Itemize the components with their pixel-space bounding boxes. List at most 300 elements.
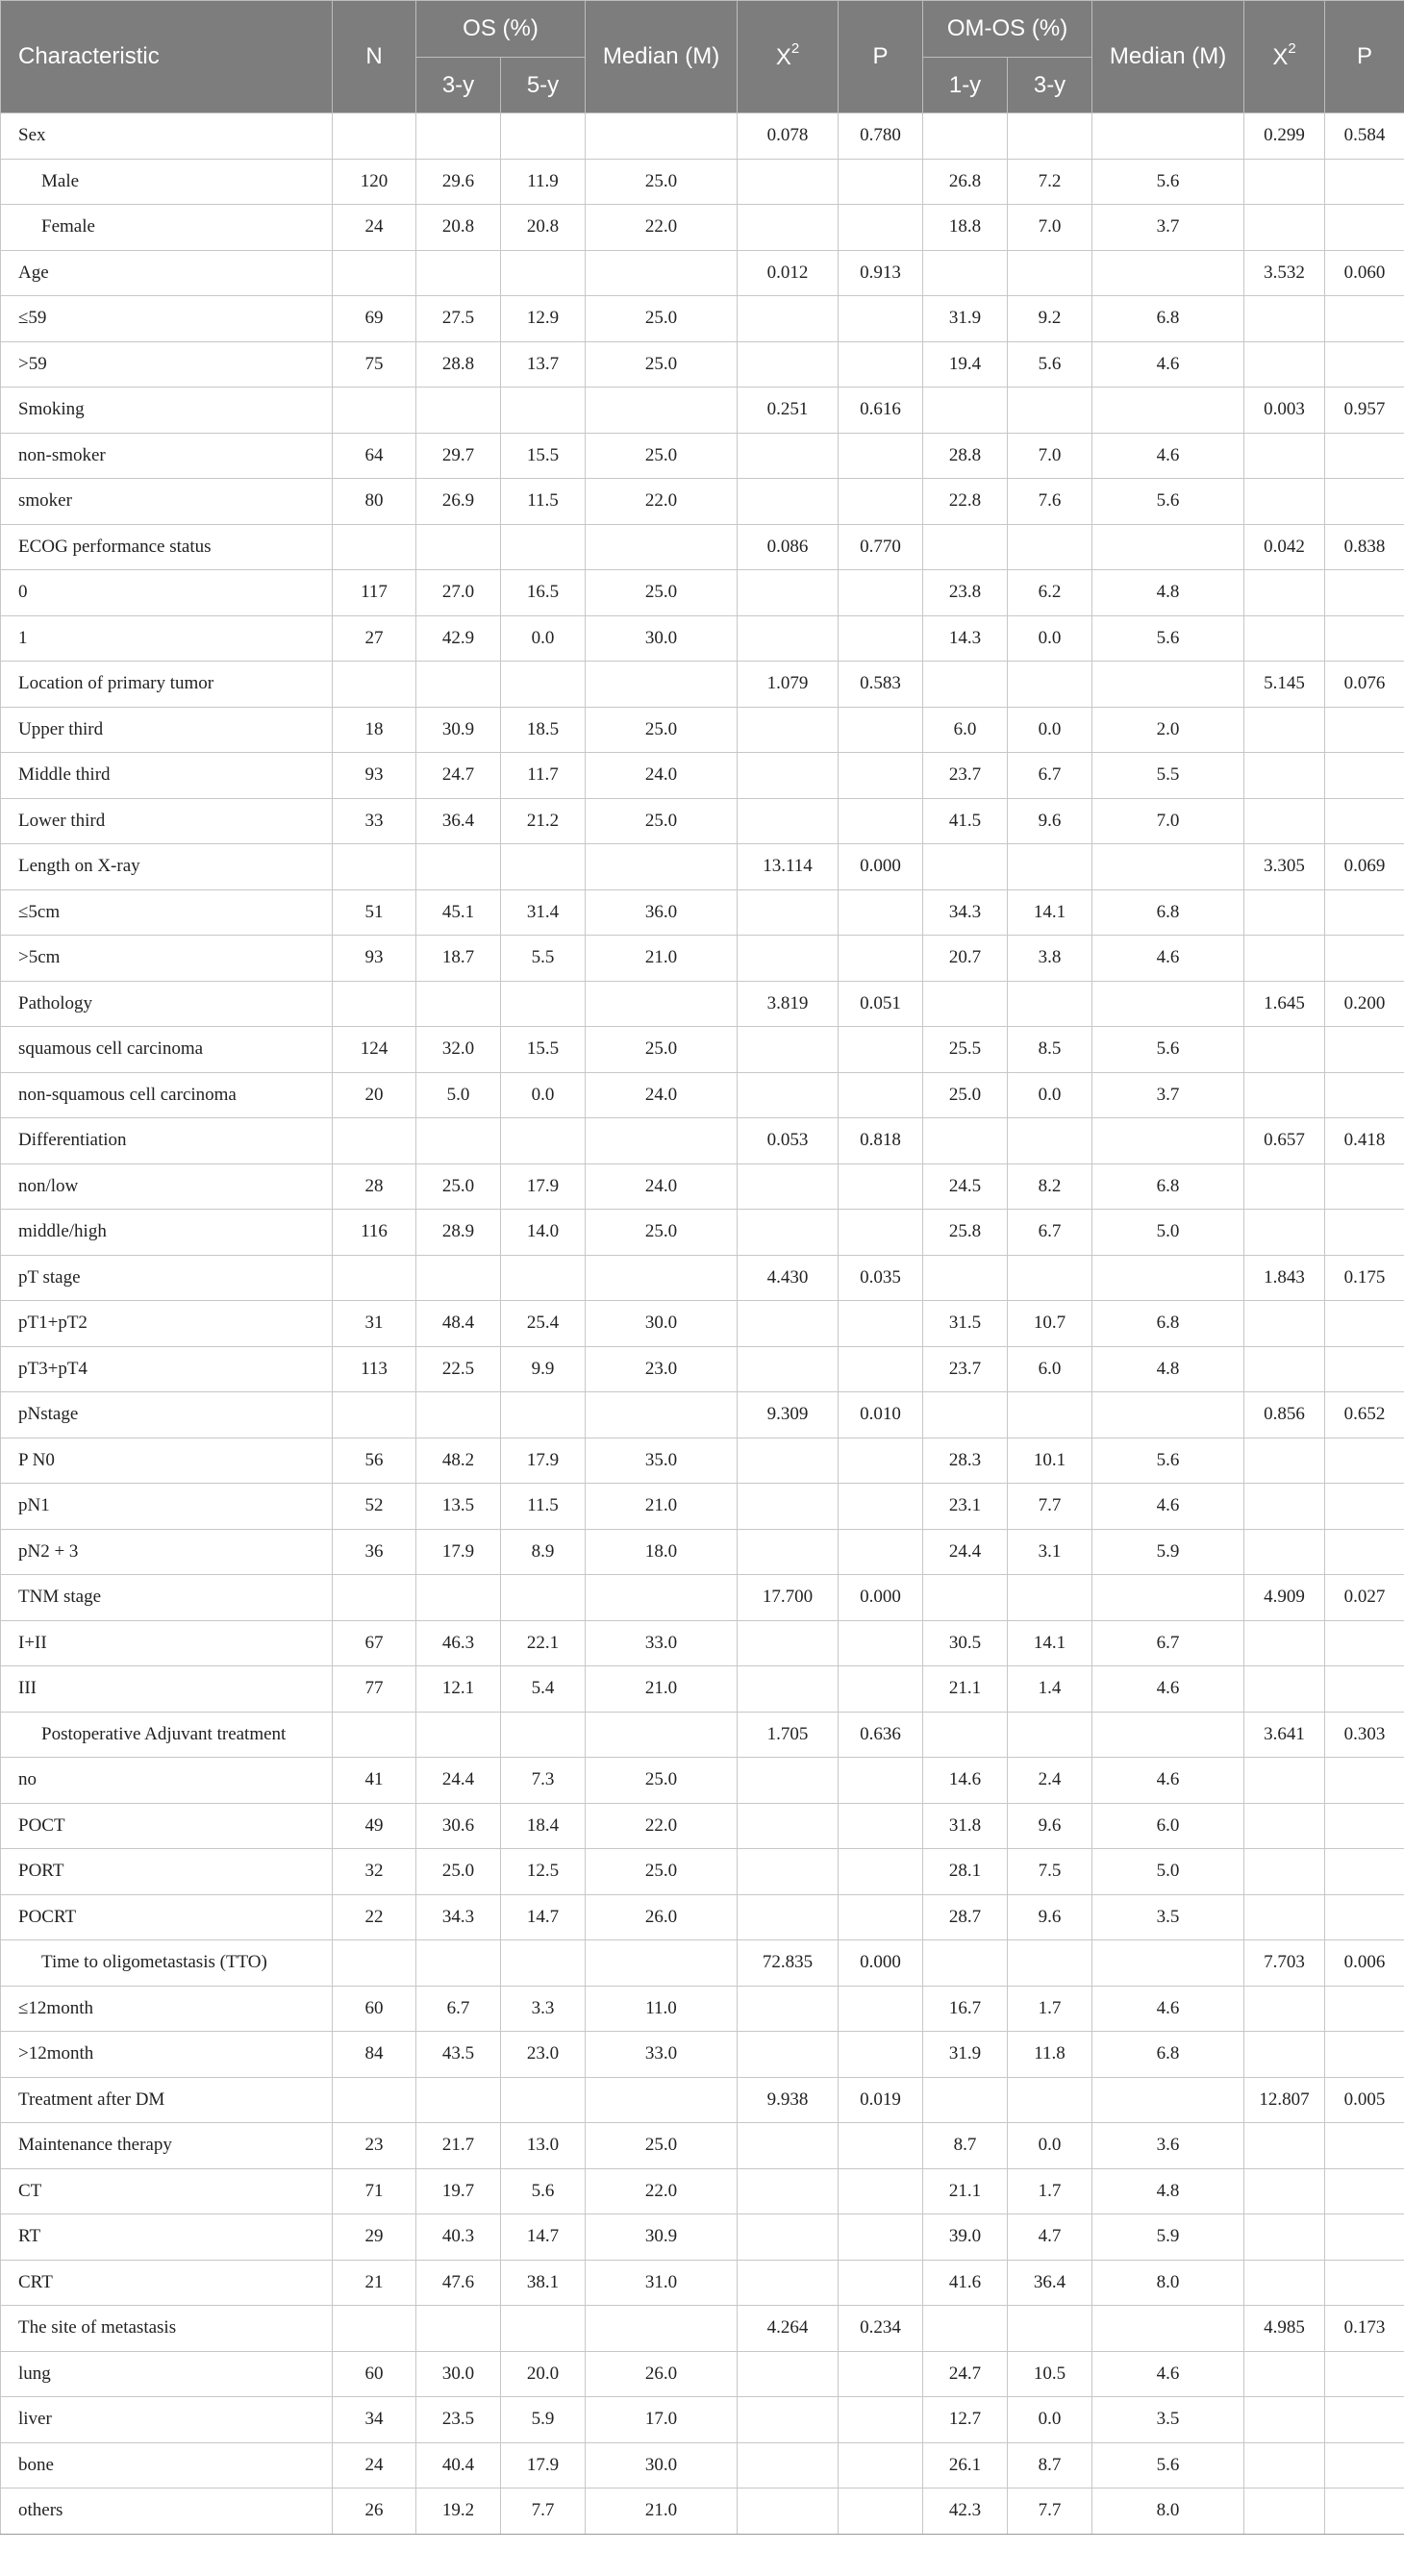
cell-omos-3y: 10.7: [1008, 1301, 1092, 1347]
table-header: [1, 1, 1404, 113]
cell-x2: [738, 2397, 839, 2443]
cell-x2: [738, 205, 839, 251]
cell-p: [839, 159, 923, 205]
cell-omos-p: [1325, 1301, 1404, 1347]
cell-x2: 13.114: [738, 844, 839, 890]
cell-p: [839, 2397, 923, 2443]
table-row: [1, 2306, 1404, 2352]
cell-os-5y: 11.5: [501, 479, 586, 525]
cell-omos-median: [1092, 1118, 1244, 1164]
cell-omos-1y: [923, 981, 1008, 1027]
cell-x2: [738, 753, 839, 799]
cell-os-5y: 7.3: [501, 1758, 586, 1804]
cell-label: Treatment after DM: [1, 2077, 333, 2123]
table-row: [1, 433, 1404, 479]
cell-os-3y: 40.4: [416, 2442, 501, 2488]
cell-p: [839, 1438, 923, 1484]
table-row: [1, 1484, 1404, 1530]
cell-omos-median: 3.7: [1092, 1072, 1244, 1118]
cell-omos-median: [1092, 1255, 1244, 1301]
cell-median: 26.0: [586, 2351, 738, 2397]
cell-omos-1y: [923, 2077, 1008, 2123]
cell-omos-p: [1325, 2123, 1404, 2169]
table-body: [1, 113, 1404, 2535]
cell-x2: 72.835: [738, 1940, 839, 1987]
cell-omos-p: [1325, 1529, 1404, 1575]
cell-omos-median: 4.6: [1092, 2351, 1244, 2397]
cell-omos-x2: [1244, 1849, 1325, 1895]
cell-median: 25.0: [586, 341, 738, 388]
cell-n: 24: [333, 2442, 416, 2488]
cell-omos-p: 0.006: [1325, 1940, 1404, 1987]
cell-n: [333, 524, 416, 570]
cell-omos-p: 0.076: [1325, 662, 1404, 708]
cell-omos-median: [1092, 113, 1244, 160]
cell-n: 93: [333, 753, 416, 799]
table-row: [1, 1163, 1404, 1210]
cell-os-5y: [501, 1575, 586, 1621]
cell-p: 0.000: [839, 1940, 923, 1987]
cell-n: 24: [333, 205, 416, 251]
cell-omos-x2: [1244, 798, 1325, 844]
cell-median: 22.0: [586, 1803, 738, 1849]
cell-omos-p: [1325, 1163, 1404, 1210]
cell-label: POCRT: [1, 1894, 333, 1940]
cell-omos-x2: 4.985: [1244, 2306, 1325, 2352]
cell-omos-median: 5.6: [1092, 1438, 1244, 1484]
cell-omos-x2: 0.856: [1244, 1392, 1325, 1438]
cell-p: [839, 1210, 923, 1256]
cell-os-5y: [501, 1712, 586, 1758]
table-row: [1, 1255, 1404, 1301]
cell-os-3y: 29.7: [416, 433, 501, 479]
cell-x2: 0.078: [738, 113, 839, 160]
cell-os-5y: 7.7: [501, 2488, 586, 2535]
cell-omos-3y: 14.1: [1008, 889, 1092, 936]
cell-omos-1y: 31.9: [923, 2032, 1008, 2078]
cell-label: non-smoker: [1, 433, 333, 479]
cell-os-5y: 16.5: [501, 570, 586, 616]
cell-x2: 9.309: [738, 1392, 839, 1438]
cell-median: 26.0: [586, 1894, 738, 1940]
cell-x2: [738, 2260, 839, 2306]
cell-label: ≤12month: [1, 1986, 333, 2032]
table-row: [1, 798, 1404, 844]
table-row: [1, 159, 1404, 205]
cell-os-3y: 30.0: [416, 2351, 501, 2397]
cell-x2: 17.700: [738, 1575, 839, 1621]
cell-omos-3y: 7.0: [1008, 205, 1092, 251]
cell-x2: [738, 1803, 839, 1849]
cell-omos-1y: [923, 662, 1008, 708]
cell-omos-p: 0.200: [1325, 981, 1404, 1027]
cell-label: pT3+pT4: [1, 1346, 333, 1392]
cell-label: The site of metastasis: [1, 2306, 333, 2352]
cell-omos-1y: 31.5: [923, 1301, 1008, 1347]
cell-n: [333, 981, 416, 1027]
cell-omos-1y: 24.4: [923, 1529, 1008, 1575]
cell-p: [839, 296, 923, 342]
cell-omos-1y: 41.6: [923, 2260, 1008, 2306]
cell-x2: 1.079: [738, 662, 839, 708]
cell-os-5y: 5.6: [501, 2168, 586, 2214]
cell-os-3y: 13.5: [416, 1484, 501, 1530]
cell-omos-p: 0.652: [1325, 1392, 1404, 1438]
cell-x2: [738, 707, 839, 753]
cell-p: [839, 798, 923, 844]
cell-omos-3y: [1008, 2306, 1092, 2352]
cell-p: 0.051: [839, 981, 923, 1027]
table-row: [1, 479, 1404, 525]
table-row: [1, 707, 1404, 753]
cell-median: 22.0: [586, 2168, 738, 2214]
cell-omos-median: [1092, 981, 1244, 1027]
cell-omos-1y: 31.8: [923, 1803, 1008, 1849]
cell-label: Time to oligometastasis (TTO): [1, 1940, 333, 1987]
cell-median: 24.0: [586, 1163, 738, 1210]
cell-os-3y: 27.5: [416, 296, 501, 342]
cell-os-3y: 42.9: [416, 615, 501, 662]
cell-omos-1y: 18.8: [923, 205, 1008, 251]
cell-omos-median: 4.6: [1092, 1484, 1244, 1530]
cell-os-3y: 45.1: [416, 889, 501, 936]
cell-omos-median: 2.0: [1092, 707, 1244, 753]
cell-omos-3y: 3.8: [1008, 936, 1092, 982]
cell-os-5y: 11.7: [501, 753, 586, 799]
header-p: P: [839, 1, 923, 113]
cell-omos-median: 6.8: [1092, 1163, 1244, 1210]
cell-omos-1y: 6.0: [923, 707, 1008, 753]
cell-label: >5cm: [1, 936, 333, 982]
cell-omos-x2: [1244, 1301, 1325, 1347]
cell-os-3y: 28.8: [416, 341, 501, 388]
cell-omos-p: [1325, 1894, 1404, 1940]
cell-omos-x2: [1244, 1484, 1325, 1530]
cell-omos-p: [1325, 1849, 1404, 1895]
cell-omos-3y: [1008, 2077, 1092, 2123]
cell-n: 120: [333, 159, 416, 205]
cell-omos-p: [1325, 1986, 1404, 2032]
cell-n: 60: [333, 2351, 416, 2397]
table-row: [1, 2032, 1404, 2078]
cell-omos-1y: 20.7: [923, 936, 1008, 982]
cell-os-3y: [416, 250, 501, 296]
cell-label: Pathology: [1, 981, 333, 1027]
table-row: [1, 1392, 1404, 1438]
cell-median: 33.0: [586, 2032, 738, 2078]
cell-omos-3y: 6.2: [1008, 570, 1092, 616]
cell-p: [839, 2351, 923, 2397]
cell-omos-p: [1325, 433, 1404, 479]
cell-omos-p: 0.027: [1325, 1575, 1404, 1621]
cell-os-3y: 30.9: [416, 707, 501, 753]
header-omos-p: P: [1325, 1, 1404, 113]
cell-x2: [738, 2123, 839, 2169]
cell-omos-p: [1325, 1438, 1404, 1484]
cell-omos-p: [1325, 2442, 1404, 2488]
cell-omos-x2: [1244, 2488, 1325, 2535]
cell-x2: [738, 1438, 839, 1484]
cell-n: 32: [333, 1849, 416, 1895]
cell-os-5y: 5.4: [501, 1666, 586, 1713]
cell-n: 18: [333, 707, 416, 753]
table-row: [1, 1620, 1404, 1666]
cell-omos-p: 0.838: [1325, 524, 1404, 570]
cell-omos-3y: 3.1: [1008, 1529, 1092, 1575]
header-omos-x2-sup: 2: [1288, 39, 1296, 57]
cell-n: 84: [333, 2032, 416, 2078]
cell-label: lung: [1, 2351, 333, 2397]
cell-omos-median: [1092, 1712, 1244, 1758]
cell-x2: 0.251: [738, 388, 839, 434]
cell-omos-3y: [1008, 844, 1092, 890]
cell-x2: [738, 615, 839, 662]
cell-omos-x2: [1244, 2123, 1325, 2169]
cell-os-3y: [416, 981, 501, 1027]
cell-x2: 4.430: [738, 1255, 839, 1301]
cell-label: P N0: [1, 1438, 333, 1484]
cell-omos-x2: [1244, 1163, 1325, 1210]
cell-os-5y: 38.1: [501, 2260, 586, 2306]
cell-os-3y: 48.2: [416, 1438, 501, 1484]
cell-label: POCT: [1, 1803, 333, 1849]
cell-label: pNstage: [1, 1392, 333, 1438]
cell-label: pN2 + 3: [1, 1529, 333, 1575]
cell-os-3y: [416, 2077, 501, 2123]
cell-omos-x2: 7.703: [1244, 1940, 1325, 1987]
cell-os-3y: [416, 524, 501, 570]
cell-p: 0.770: [839, 524, 923, 570]
cell-omos-median: 7.0: [1092, 798, 1244, 844]
cell-p: 0.583: [839, 662, 923, 708]
cell-omos-1y: 31.9: [923, 296, 1008, 342]
cell-omos-x2: 0.003: [1244, 388, 1325, 434]
cell-omos-median: [1092, 844, 1244, 890]
table-row: [1, 1346, 1404, 1392]
table-row: [1, 2214, 1404, 2261]
cell-label: 1: [1, 615, 333, 662]
cell-omos-x2: [1244, 296, 1325, 342]
cell-os-5y: 18.5: [501, 707, 586, 753]
cell-omos-1y: 28.1: [923, 1849, 1008, 1895]
cell-os-5y: 14.0: [501, 1210, 586, 1256]
cell-omos-3y: [1008, 524, 1092, 570]
cell-omos-median: 4.6: [1092, 936, 1244, 982]
cell-os-3y: 22.5: [416, 1346, 501, 1392]
cell-omos-median: 5.6: [1092, 2442, 1244, 2488]
header-omos-median: Median (M): [1092, 1, 1244, 113]
cell-p: [839, 1027, 923, 1073]
cell-os-5y: 5.9: [501, 2397, 586, 2443]
table-row: [1, 250, 1404, 296]
cell-omos-1y: 14.6: [923, 1758, 1008, 1804]
cell-omos-x2: [1244, 1894, 1325, 1940]
cell-omos-p: [1325, 2351, 1404, 2397]
cell-label: ECOG performance status: [1, 524, 333, 570]
cell-omos-p: [1325, 2032, 1404, 2078]
cell-os-5y: 15.5: [501, 1027, 586, 1073]
cell-x2: [738, 1758, 839, 1804]
cell-label: bone: [1, 2442, 333, 2488]
cell-n: 23: [333, 2123, 416, 2169]
cell-omos-1y: [923, 2306, 1008, 2352]
cell-n: 80: [333, 479, 416, 525]
cell-omos-3y: 6.0: [1008, 1346, 1092, 1392]
cell-x2: [738, 1484, 839, 1530]
cell-omos-x2: [1244, 2260, 1325, 2306]
cell-p: 0.780: [839, 113, 923, 160]
cell-omos-x2: [1244, 1986, 1325, 2032]
cell-os-3y: 12.1: [416, 1666, 501, 1713]
cell-os-5y: 14.7: [501, 1894, 586, 1940]
cell-os-3y: 17.9: [416, 1529, 501, 1575]
cell-label: Middle third: [1, 753, 333, 799]
cell-x2: [738, 1986, 839, 2032]
cell-os-5y: [501, 2077, 586, 2123]
cell-median: 25.0: [586, 296, 738, 342]
cell-os-5y: 31.4: [501, 889, 586, 936]
cell-omos-3y: 7.0: [1008, 433, 1092, 479]
cell-omos-1y: 23.1: [923, 1484, 1008, 1530]
cell-os-3y: 5.0: [416, 1072, 501, 1118]
cell-x2: 9.938: [738, 2077, 839, 2123]
cell-omos-3y: 0.0: [1008, 1072, 1092, 1118]
cell-os-3y: [416, 844, 501, 890]
cell-p: [839, 2488, 923, 2535]
cell-median: 25.0: [586, 1849, 738, 1895]
cell-os-3y: 18.7: [416, 936, 501, 982]
cell-n: [333, 250, 416, 296]
cell-median: [586, 250, 738, 296]
cell-omos-x2: 1.843: [1244, 1255, 1325, 1301]
cell-omos-p: [1325, 159, 1404, 205]
cell-n: 75: [333, 341, 416, 388]
table-row: [1, 2397, 1404, 2443]
cell-omos-p: [1325, 205, 1404, 251]
table-row: [1, 1027, 1404, 1073]
cell-p: [839, 433, 923, 479]
cell-omos-3y: 5.6: [1008, 341, 1092, 388]
cell-omos-p: 0.060: [1325, 250, 1404, 296]
cell-omos-p: [1325, 570, 1404, 616]
cell-omos-x2: 12.807: [1244, 2077, 1325, 2123]
header-omos-x2-text: X: [1272, 43, 1289, 70]
header-x2-sup: 2: [790, 39, 800, 57]
cell-p: [839, 341, 923, 388]
cell-omos-1y: 24.5: [923, 1163, 1008, 1210]
cell-label: Length on X-ray: [1, 844, 333, 890]
cell-median: [586, 388, 738, 434]
cell-omos-1y: 39.0: [923, 2214, 1008, 2261]
cell-median: [586, 113, 738, 160]
cell-n: 64: [333, 433, 416, 479]
table-row: [1, 2260, 1404, 2306]
cell-n: 29: [333, 2214, 416, 2261]
cell-omos-1y: 26.8: [923, 159, 1008, 205]
cell-p: [839, 479, 923, 525]
cell-omos-median: [1092, 1392, 1244, 1438]
cell-p: 0.000: [839, 844, 923, 890]
cell-p: [839, 1163, 923, 1210]
cell-omos-1y: 28.3: [923, 1438, 1008, 1484]
cell-omos-median: 5.6: [1092, 1027, 1244, 1073]
cell-omos-p: 0.069: [1325, 844, 1404, 890]
cell-omos-3y: 8.5: [1008, 1027, 1092, 1073]
cell-os-3y: [416, 1118, 501, 1164]
cell-median: 25.0: [586, 159, 738, 205]
cell-n: 77: [333, 1666, 416, 1713]
cell-omos-p: [1325, 1758, 1404, 1804]
cell-omos-median: [1092, 524, 1244, 570]
cell-x2: [738, 433, 839, 479]
cell-omos-median: 5.9: [1092, 1529, 1244, 1575]
cell-p: 0.616: [839, 388, 923, 434]
cell-p: [839, 1666, 923, 1713]
cell-n: 41: [333, 1758, 416, 1804]
cell-p: [839, 2442, 923, 2488]
cell-x2: [738, 1027, 839, 1073]
cell-omos-p: [1325, 1484, 1404, 1530]
cell-os-3y: [416, 1392, 501, 1438]
table-row: [1, 2123, 1404, 2169]
cell-os-5y: [501, 844, 586, 890]
cell-x2: 4.264: [738, 2306, 839, 2352]
cell-label: Female: [1, 205, 333, 251]
cell-omos-1y: 12.7: [923, 2397, 1008, 2443]
cell-omos-x2: [1244, 205, 1325, 251]
cell-omos-x2: [1244, 753, 1325, 799]
cell-label: PORT: [1, 1849, 333, 1895]
cell-n: 71: [333, 2168, 416, 2214]
cell-label: Lower third: [1, 798, 333, 844]
cell-p: [839, 1620, 923, 1666]
cell-omos-3y: [1008, 662, 1092, 708]
cell-os-5y: 9.9: [501, 1346, 586, 1392]
cell-p: [839, 2032, 923, 2078]
table-row: [1, 1666, 1404, 1713]
cell-os-5y: [501, 113, 586, 160]
cell-x2: [738, 1666, 839, 1713]
cell-omos-median: 4.6: [1092, 1986, 1244, 2032]
cell-p: [839, 889, 923, 936]
cell-os-3y: 21.7: [416, 2123, 501, 2169]
cell-n: 69: [333, 296, 416, 342]
cell-omos-3y: 8.7: [1008, 2442, 1092, 2488]
cell-omos-3y: [1008, 388, 1092, 434]
cell-os-5y: 8.9: [501, 1529, 586, 1575]
cell-omos-p: [1325, 936, 1404, 982]
cell-os-3y: 43.5: [416, 2032, 501, 2078]
header-median: Median (M): [586, 1, 738, 113]
cell-omos-3y: 1.7: [1008, 2168, 1092, 2214]
cell-omos-p: [1325, 2168, 1404, 2214]
cell-n: 33: [333, 798, 416, 844]
cell-p: 0.234: [839, 2306, 923, 2352]
cell-os-3y: 27.0: [416, 570, 501, 616]
cell-omos-x2: [1244, 1346, 1325, 1392]
cell-omos-p: [1325, 798, 1404, 844]
cell-n: 52: [333, 1484, 416, 1530]
cell-omos-1y: 14.3: [923, 615, 1008, 662]
table-row: [1, 2077, 1404, 2123]
cell-omos-p: 0.957: [1325, 388, 1404, 434]
table-row: [1, 936, 1404, 982]
cell-omos-3y: [1008, 1392, 1092, 1438]
cell-label: pT1+pT2: [1, 1301, 333, 1347]
table-row: [1, 2488, 1404, 2535]
cell-median: 18.0: [586, 1529, 738, 1575]
cell-n: 60: [333, 1986, 416, 2032]
